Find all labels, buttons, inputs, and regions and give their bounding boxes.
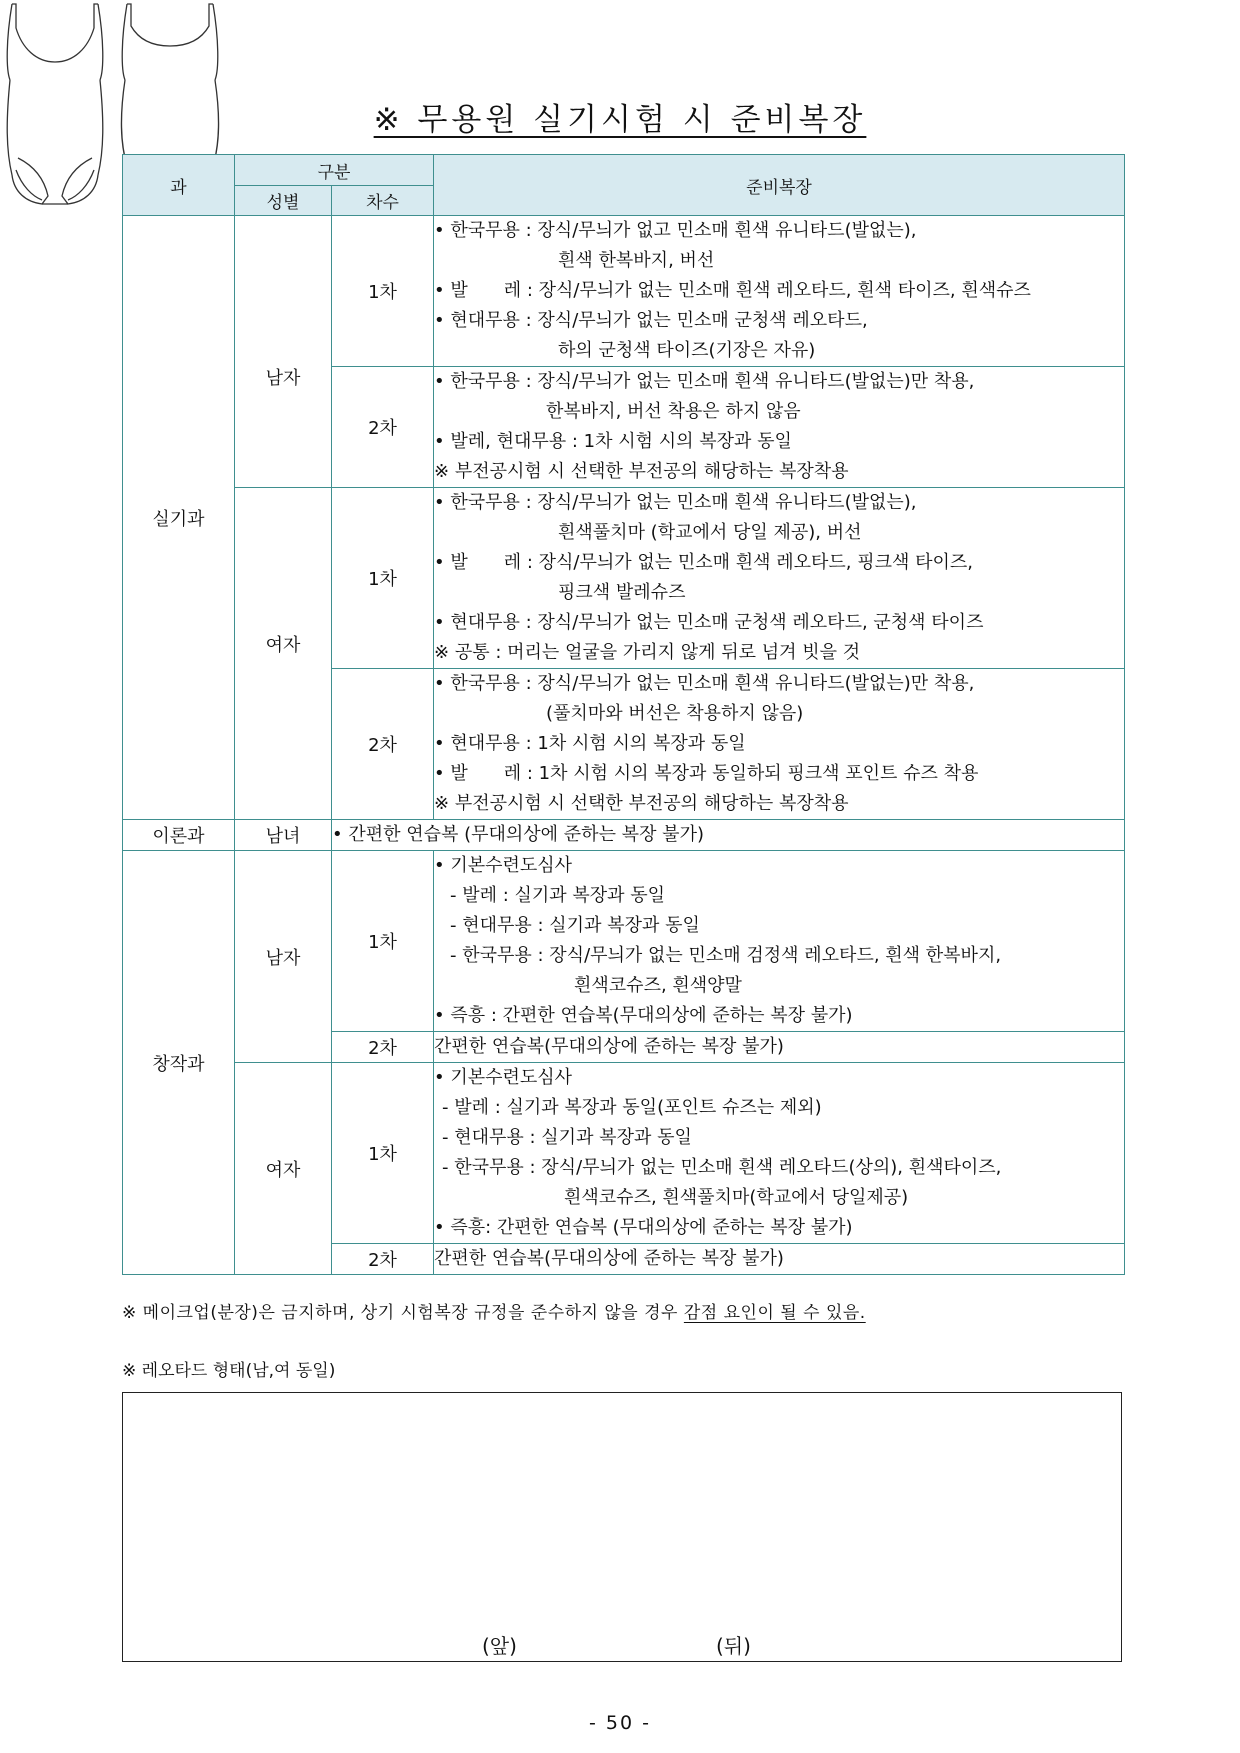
page-number: - 50 -	[589, 1712, 651, 1734]
round-cell: 2차	[332, 1032, 434, 1063]
gender-cell: 남녀	[235, 820, 332, 851]
attire-cell: • 한국무용 : 장식/무늬가 없는 민소매 흰색 유니타드(발없는), 흰색풀치마 (학교에서 당일 제공), 버선 • 발 레 : 장식/무늬가 없는 민소매 흰색 레오타드, 핑크색 타이즈, 핑크색 발레슈즈 • 현대무용 : 장식/무늬가 없는 민소매 군청색 레오타드, 군청색 타이즈 ※ 공통 : 머리는 얼굴을 가리지 않게 뒤로 넘겨 빗을 것	[434, 488, 1125, 669]
leotard-figure-box	[122, 1392, 1122, 1662]
round-cell: 2차	[332, 367, 434, 488]
round-cell: 1차	[332, 851, 434, 1032]
header-gender: 성별	[235, 186, 332, 216]
table-row	[123, 488, 1125, 669]
round-cell: 2차	[332, 669, 434, 820]
attire-table	[122, 154, 1125, 1275]
gender-cell: 남자	[235, 216, 332, 488]
attire-cell: • 간편한 연습복 (무대의상에 준하는 복장 불가)	[332, 820, 1125, 851]
attire-cell: • 기본수련도심사 - 발레 : 실기과 복장과 동일(포인트 슈즈는 제외) - 현대무용 : 실기과 복장과 동일 - 한국무용 : 장식/무늬가 없는 민소매 흰색 레오타드(상의), 흰색타이즈, 흰색코슈즈, 흰색풀치마(학교에서 당일제공) • 즉흥: 간편한 연습복 (무대의상에 준하는 복장 불가)	[434, 1063, 1125, 1244]
dept-cell: 실기과	[123, 216, 235, 820]
attire-cell: • 한국무용 : 장식/무늬가 없는 민소매 흰색 유니타드(발없는)만 착용, 한복바지, 버선 착용은 하지 않음 • 발레, 현대무용 : 1차 시험 시의 복장과 동일 ※ 부전공시험 시 선택한 부전공의 해당하는 복장착용	[434, 367, 1125, 488]
table-row	[123, 820, 1125, 851]
round-cell: 2차	[332, 1244, 434, 1275]
attire-cell: • 한국무용 : 장식/무늬가 없고 민소매 흰색 유니타드(발없는), 흰색 한복바지, 버선 • 발 레 : 장식/무늬가 없는 민소매 흰색 레오타드, 흰색 타이즈, 흰색슈즈 • 현대무용 : 장식/무늬가 없는 민소매 군청색 레오타드, 하의 군청색 타이즈(기장은 자유)	[434, 216, 1125, 367]
makeup-note: ※ 메이크업(분장)은 금지하며, 상기 시험복장 규정을 준수하지 않을 경우 감점 요인이 될 수 있음.	[122, 1303, 866, 1323]
table-row	[123, 1063, 1125, 1244]
front-caption: (앞)	[482, 1634, 517, 1658]
round-cell: 1차	[332, 1063, 434, 1244]
header-group: 구분	[235, 155, 434, 186]
round-cell: 1차	[332, 488, 434, 669]
gender-cell: 여자	[235, 1063, 332, 1275]
back-caption: (뒤)	[716, 1634, 751, 1658]
dept-cell: 창작과	[123, 851, 235, 1275]
attire-cell: 간편한 연습복(무대의상에 준하는 복장 불가)	[434, 1244, 1125, 1275]
page-title: ※ 무용원 실기시험 시 준비복장	[373, 102, 867, 138]
attire-cell: • 한국무용 : 장식/무늬가 없는 민소매 흰색 유니타드(발없는)만 착용, (풀치마와 버선은 착용하지 않음) • 현대무용 : 1차 시험 시의 복장과 동일 • 발 레 : 1차 시험 시의 복장과 동일하되 핑크색 포인트 슈즈 착용 ※ 부전공시험 시 선택한 부전공의 해당하는 복장착용	[434, 669, 1125, 820]
table-row	[123, 851, 1125, 1032]
attire-cell: • 기본수련도심사 - 발레 : 실기과 복장과 동일 - 현대무용 : 실기과 복장과 동일 - 한국무용 : 장식/무늬가 없는 민소매 검정색 레오타드, 흰색 한복바지, 흰색코슈즈, 흰색양말 • 즉흥 : 간편한 연습복(무대의상에 준하는 복장 불가)	[434, 851, 1125, 1032]
dept-cell: 이론과	[123, 820, 235, 851]
attire-cell: 간편한 연습복(무대의상에 준하는 복장 불가)	[434, 1032, 1125, 1063]
penalty-warning: 감점 요인이 될 수 있음.	[683, 1303, 866, 1323]
table-row	[123, 216, 1125, 367]
header-round: 차수	[332, 186, 434, 216]
gender-cell: 여자	[235, 488, 332, 820]
header-dept: 과	[123, 155, 235, 216]
gender-cell: 남자	[235, 851, 332, 1063]
round-cell: 1차	[332, 216, 434, 367]
header-attire: 준비복장	[434, 155, 1125, 216]
leotard-label: ※ 레오타드 형태(남,여 동일)	[122, 1361, 336, 1381]
